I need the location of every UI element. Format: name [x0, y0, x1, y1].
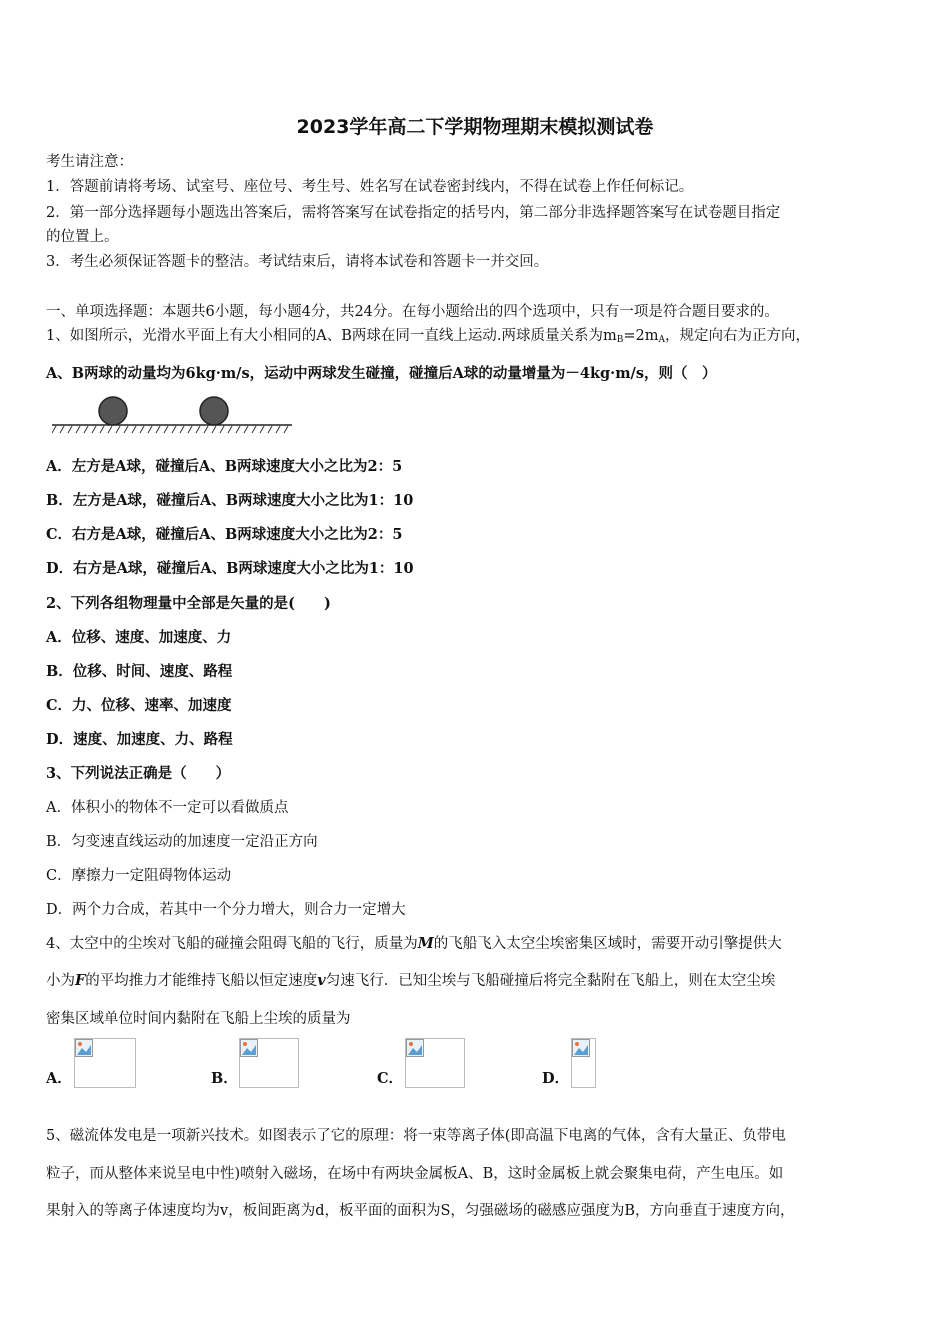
- broken-image-icon: [406, 1039, 424, 1057]
- broken-image-icon: [240, 1039, 258, 1057]
- two-balls-figure: [52, 390, 292, 435]
- q2-option-a: A．位移、速度、加速度、力: [46, 629, 232, 646]
- notice-1: 1．答题前请将考场、试室号、座位号、考生号、姓名写在试卷密封线内，不得在试卷上作任何标记。: [46, 179, 694, 195]
- q3-option-d: D．两个力合成，若其中一个分力增大，则合力一定增大: [46, 902, 406, 918]
- q2-stem: 2、下列各组物理量中全部是矢量的是( ): [46, 595, 331, 612]
- broken-image-icon: [572, 1039, 590, 1057]
- q4-option-a-letter: A．: [46, 1070, 72, 1087]
- q1-stem-line1: 1、如图所示，光滑水平面上有大小相同的A、B两球在同一直线上运动.两球质量关系为$m_B=2m_A$，规定向右为正方向，: [46, 328, 810, 345]
- q4-option-d-image: [571, 1038, 596, 1088]
- q4-option-b-letter: B．: [211, 1070, 238, 1087]
- q1-option-a: A．左方是A球，碰撞后A、B两球速度大小之比为2：5: [46, 458, 403, 475]
- q4-option-c-letter: C．: [377, 1070, 404, 1087]
- q3-option-a: A．体积小的物体不一定可以看做质点: [46, 800, 289, 816]
- q4-stem-line2: 小为F的平均推力才能维持飞船以恒定速度v匀速飞行．已知尘埃与飞船碰撞后将完全黏附在飞船上，则在太空尘埃: [46, 972, 776, 989]
- notice-2: 2．第一部分选择题每小题选出答案后，需将答案写在试卷指定的括号内，第二部分非选择题答案写在试卷题目指定: [46, 205, 781, 221]
- q3-option-c: C．摩擦力一定阻碍物体运动: [46, 868, 232, 884]
- q3-option-b: B．匀变速直线运动的加速度一定沿正方向: [46, 834, 318, 850]
- q2-option-b: B．位移、时间、速度、路程: [46, 663, 233, 680]
- q1-option-b: B．左方是A球，碰撞后A、B两球速度大小之比为1：10: [46, 492, 414, 509]
- q5-stem-line2: 粒子，而从整体来说呈电中性)喷射入磁场，在场中有两块金属板A、B，这时金属板上就会聚集电荷，产生电压。如: [46, 1166, 784, 1182]
- q2-option-d: D．速度、加速度、力、路程: [46, 731, 233, 748]
- q2-option-c: C．力、位移、速率、加速度: [46, 697, 232, 714]
- notice-3: 3．考生必须保证答题卡的整洁。考试结束后，请将本试卷和答题卡一并交回。: [46, 254, 549, 270]
- q1-option-c: C．右方是A球，碰撞后A、B两球速度大小之比为2：5: [46, 526, 403, 543]
- q4-option-d-letter: D．: [542, 1070, 570, 1087]
- q4-stem-line3: 密集区域单位时间内黏附在飞船上尘埃的质量为: [46, 1011, 351, 1027]
- q4-option-b-image: [239, 1038, 299, 1088]
- q1-option-d: D．右方是A球，碰撞后A、B两球速度大小之比为1：10: [46, 560, 414, 577]
- q4-option-c-image: [405, 1038, 465, 1088]
- q3-stem: 3、下列说法正确是（ ）: [46, 765, 231, 782]
- q4-stem-line1: 4、太空中的尘埃对飞船的碰撞会阻碍飞船的飞行，质量为M的飞船飞入太空尘埃密集区域时，需要开动引擎提供大: [46, 935, 782, 952]
- q5-stem-line1: 5、磁流体发电是一项新兴技术。如图表示了它的原理：将一束等离子体(即高温下电离的气体，含有大量正、负带电: [46, 1128, 786, 1144]
- section-heading: 一、单项选择题：本题共6小题，每小题4分，共24分。在每小题给出的四个选项中，只有一项是符合题目要求的。: [46, 304, 779, 320]
- q1-stem-line2: A、B两球的动量均为6kg·m/s，运动中两球发生碰撞，碰撞后A球的动量增量为－4kg·m/s，则（ ）: [46, 365, 717, 382]
- notice-2-cont: 的位置上。: [46, 229, 119, 245]
- notice-header: 考生请注意：: [46, 154, 133, 170]
- q4-option-a-image: [74, 1038, 136, 1088]
- q5-stem-line3: 果射入的等离子体速度均为v，板间距离为d，板平面的面积为S，匀强磁场的磁感应强度为B，方向垂直于速度方向，: [46, 1203, 795, 1219]
- broken-image-icon: [75, 1039, 93, 1057]
- page-title: 2023学年高二下学期物理期末模拟测试卷: [296, 116, 654, 138]
